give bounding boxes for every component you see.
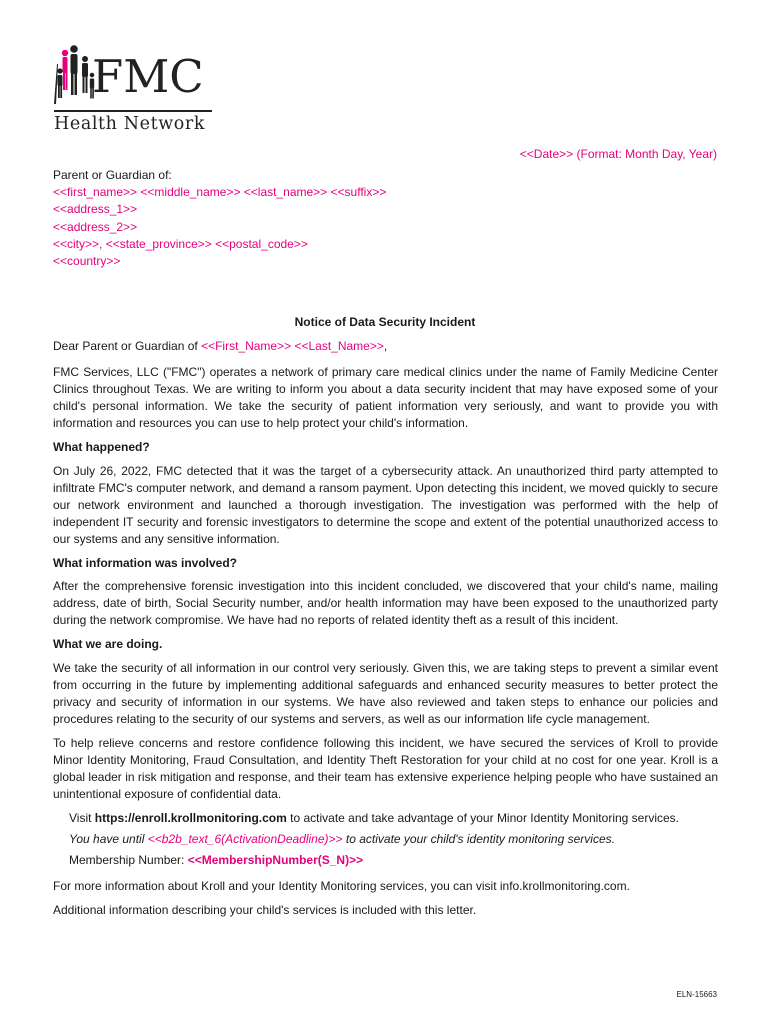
visit-prefix: Visit [69, 811, 95, 826]
family-figures-icon [52, 44, 96, 110]
recipient-name: <<first_name>> <<middle_name>> <<last_name>> <<suffix>> [53, 185, 387, 200]
kroll-paragraph: To help relieve concerns and restore confidence following this incident, we have secured the services of Kroll to provide Minor Identity Monitoring, Fraud Consultation, and Identity Theft Restoration for your child at no cost for one year. Kroll is a global leader in risk mitigation and response, and their team has extensive experience helping people who have sustained an unintentional exposure of confidential data. [53, 735, 718, 802]
visit-line [53, 810, 718, 827]
membership-placeholder: <<MembershipNumber(S_N)>> [187, 853, 364, 868]
deadline-suffix: to activate your child's identity monitoring services. [342, 832, 615, 847]
logo-wordmark: FMC [92, 50, 204, 103]
footer-code: ELN-15663 [676, 990, 717, 999]
recipient-address-2: <<address_2>> [53, 219, 138, 234]
membership-label: Membership Number: [69, 853, 188, 868]
what-happened-paragraph: On July 26, 2022, FMC detected that it was the target of a cybersecurity attack. An unauthorized third party attempted to infiltrate FMC's computer network, and demand a ransom payment. Upon detecting this incident, we moved quickly to secure our network environment and launched a thorough investigation. The investigation was performed with the help of independent IT security and forensic investigators to determine the scope and extent of the potential unauthorized access to our systems and any sensitive information. [53, 463, 718, 546]
what-doing-paragraph: We take the security of all information in our control very seriously. Given this, we are taking steps to prevent a similar event from occurring in the future by implementing additional safeguards and enhanced security measures to better protect the privacy and security of information in our systems. We have also reviewed and taken steps to enhance our policies and procedures relating to the security of our systems and servers, as well as our information life cycle management. [53, 660, 718, 726]
logo-divider [54, 110, 212, 112]
salutation-suffix: , [383, 339, 388, 353]
visit-suffix: to activate and take advantage of your Minor Identity Monitoring services. [286, 811, 680, 826]
enroll-link[interactable]: https://enroll.krollmonitoring.com [94, 811, 287, 826]
fmc-logo [52, 44, 222, 136]
recipient-label: Parent or Guardian of: [53, 168, 172, 182]
deadline-placeholder: <<b2b_text_6(ActivationDeadline)>> [147, 832, 343, 847]
intro-paragraph: FMC Services, LLC ("FMC") operates a network of primary care medical clinics under the name of Family Medicine Center Clinics throughout Texas. We are writing to inform you about a data security incident that may have exposed some of your child's personal information. We take the security of patient information very seriously, and want to provide you with information and resources you can use to help protect your child's information. [53, 365, 718, 431]
salutation-prefix: Dear Parent or Guardian of [53, 339, 202, 353]
date-placeholder: <<Date>> (Format: Month Day, Year) [519, 147, 717, 161]
what-info-paragraph: After the comprehensive forensic investigation into this incident concluded, we discovered that your child's name, mailing address, date of birth, Social Security number, and/or health information may have been exposed to the unauthorized party during the network compromise. We have had no reports of related identity theft as a result of this incident. [53, 579, 718, 628]
letter-title: Notice of Data Security Incident [294, 315, 476, 329]
what-doing-heading: What we are doing. [53, 637, 163, 652]
letter-body [53, 338, 718, 926]
recipient-city-line: <<city>>, <<state_province>> <<postal_code>> [53, 236, 308, 251]
more-info-paragraph: For more information about Kroll and your Identity Monitoring services, you can visit info.krollmonitoring.com. [53, 878, 630, 893]
recipient-address-block [53, 167, 386, 270]
deadline-prefix: You have until [69, 832, 148, 847]
additional-info-paragraph: Additional information describing your child's services is included with this letter. [53, 902, 477, 917]
membership-line [53, 852, 718, 869]
deadline-line [53, 831, 718, 848]
what-happened-heading: What happened? [53, 440, 150, 455]
recipient-country: <<country>> [53, 254, 121, 269]
what-info-heading: What information was involved? [53, 556, 238, 571]
salutation [53, 338, 718, 355]
salutation-name: <<First_Name>> <<Last_Name>> [201, 339, 384, 353]
logo-subtitle: Health Network [54, 114, 206, 134]
recipient-address-1: <<address_1>> [53, 202, 138, 217]
